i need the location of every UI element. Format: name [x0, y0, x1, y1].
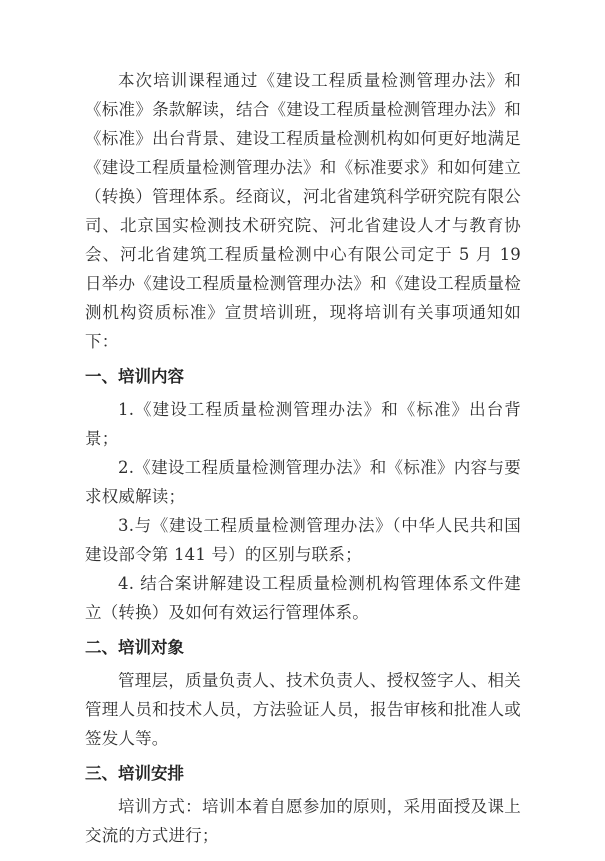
training-arrangement-paragraph: 培训方式：培训本着自愿参加的原则，采用面授及课上交流的方式进行；	[85, 797, 521, 845]
training-audience-paragraph: 管理层，质量负责人、技术负责人、授权签字人、相关管理人员和技术人员，方法验证人员，报告审核和批准人或签发人等。	[85, 671, 521, 748]
training-content-item-2: 2.《建设工程质量检测管理办法》和《标准》内容与要求权威解读；	[85, 458, 521, 506]
section-heading-training-audience: 二、培训对象	[85, 638, 184, 657]
training-content-item-1: 1.《建设工程质量检测管理办法》和《标准》出台背景；	[85, 400, 521, 448]
training-content-item-4: 4. 结合案讲解建设工程质量检测机构管理体系文件建立（转换）及如何有效运行管理体系。	[85, 574, 521, 622]
section-heading-training-content: 一、培训内容	[85, 367, 184, 386]
training-content-item-3: 3.与《建设工程质量检测管理办法》（中华人民共和国建设部令第 141 号）的区别与联系；	[85, 516, 521, 564]
intro-paragraph: 本次培训课程通过《建设工程质量检测管理办法》和《标准》条款解读，结合《建设工程质量检测管理办法》和《标准》出台背景、建设工程质量检测机构如何更好地满足《建设工程质量检测管理办法》和《标准要求》和如何建立（转换）管理体系。经商议，河北省建筑科学研究院有限公司、北京国实检测技术研究院、河北省建设人才与教育协会、河北省建筑工程质量检测中心有限公司定于 5 月 19 日举办《建设工程质量检测管理办法》和《建设工程质量检测机构资质标准》宣贯培训班，现将培训有关事项通知如下：	[85, 71, 521, 351]
section-heading-training-arrangement: 三、培训安排	[85, 764, 184, 783]
